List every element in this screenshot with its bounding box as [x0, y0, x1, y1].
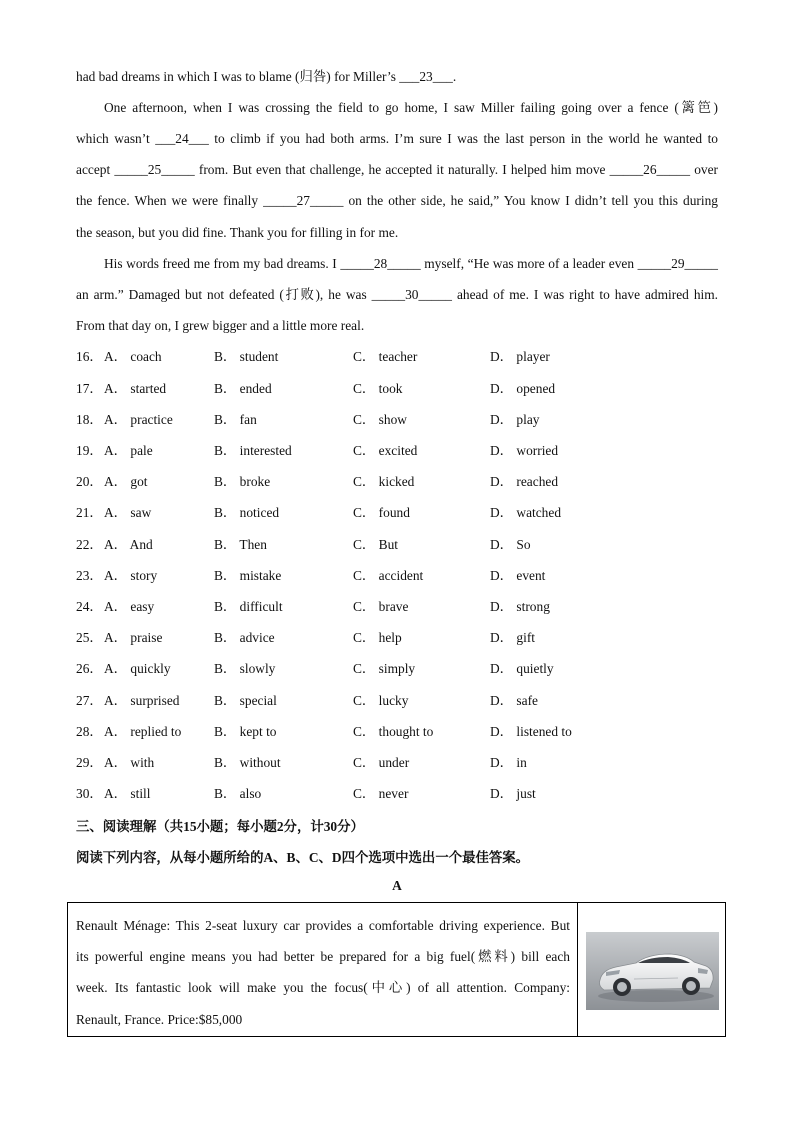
option-c: C． lucky [353, 693, 409, 708]
option-d: D． play [490, 412, 540, 427]
passage-line: an arm.” Damaged but not defeated (打败), he was _____30_____ ahead of me. I was right to have admired him. [76, 287, 718, 302]
passage-line: From that day on, I grew bigger and a little more real. [76, 318, 365, 333]
option-b: B． interested [214, 443, 292, 458]
ad-text-line: Renault Ménage: This 2-seat luxury car provides a comfortable driving experience. But [76, 918, 570, 933]
option-d: D． quietly [490, 661, 554, 676]
option-b: B． kept to [214, 724, 277, 739]
car-photo-icon [586, 932, 719, 1010]
option-d: D． event [490, 568, 546, 583]
option-c: C． under [353, 755, 410, 770]
option-b: B． student [214, 349, 279, 364]
option-row [76, 411, 736, 429]
option-row [76, 536, 736, 554]
option-row [76, 692, 736, 710]
option-a: A． still [104, 786, 151, 801]
option-row [76, 598, 736, 616]
option-row [76, 567, 736, 585]
section-title: 三、阅读理解（共15小题；每小题2分，计30分） [76, 819, 364, 834]
option-b: B． special [214, 693, 277, 708]
option-c: C． teacher [353, 349, 418, 364]
question-number: 28． [76, 724, 103, 739]
option-a: A． quickly [104, 661, 171, 676]
question-number: 24． [76, 599, 103, 614]
passage-line: the fence. When we were finally _____27_____ on the other side, he said,” You know I didn’t tell you this during [76, 193, 718, 208]
option-a: A． saw [104, 505, 152, 520]
option-row [76, 754, 736, 772]
option-d: D． in [490, 755, 527, 770]
question-number: 26． [76, 661, 103, 676]
option-b: B． mistake [214, 568, 282, 583]
question-number: 25． [76, 630, 103, 645]
option-c: C． never [353, 786, 409, 801]
option-d: D． reached [490, 474, 559, 489]
option-d: D． opened [490, 381, 556, 396]
option-c: C． kicked [353, 474, 415, 489]
option-a: A． easy [104, 599, 155, 614]
passage-line: One afternoon, when I was crossing the field to go home, I saw Miller failing going over a fence (篱笆) [104, 100, 718, 115]
passage-line: which wasn’t ___24___ to climb if you had both arms. I’m sure I was the last person in the world he wanted to [76, 131, 718, 146]
question-number: 19． [76, 443, 103, 458]
section-instruction: 阅读下列内容，从每小题所给的A、B、C、D四个选项中选出一个最佳答案。 [76, 850, 530, 865]
option-row [76, 380, 736, 398]
option-c: C． show [353, 412, 407, 427]
option-b: B． noticed [214, 505, 280, 520]
ad-text-line: week. Its fantastic look will make you the focus(中心) of all attention. Company: [76, 980, 570, 995]
ad-text-line: Renault, France. Price:$85,000 [76, 1012, 243, 1027]
option-b: B． fan [214, 412, 257, 427]
option-a: A． pale [104, 443, 153, 458]
question-number: 29． [76, 755, 103, 770]
question-number: 20． [76, 474, 103, 489]
option-b: B． also [214, 786, 262, 801]
table-divider [577, 903, 578, 1036]
question-number: 23． [76, 568, 103, 583]
option-b: B． broke [214, 474, 271, 489]
option-d: D． gift [490, 630, 536, 645]
option-c: C． excited [353, 443, 418, 458]
option-a: A． praise [104, 630, 163, 645]
question-number: 18． [76, 412, 103, 427]
option-c: C． brave [353, 599, 409, 614]
option-c: C． accident [353, 568, 424, 583]
option-b: B． slowly [214, 661, 276, 676]
option-a: A． And [104, 537, 153, 552]
option-a: A． practice [104, 412, 173, 427]
question-number: 30． [76, 786, 103, 801]
option-a: A． started [104, 381, 167, 396]
option-c: C． thought to [353, 724, 434, 739]
option-c: C． took [353, 381, 403, 396]
option-b: B． without [214, 755, 281, 770]
ad-table [67, 902, 726, 1037]
passage-line: the season, but you did fine. Thank you for filling in for me. [76, 225, 399, 240]
option-row [76, 629, 736, 647]
option-row [76, 660, 736, 678]
passage-line: had bad dreams in which I was to blame (归咎) for Miller’s ___23___. [76, 69, 457, 84]
option-d: D． just [490, 786, 536, 801]
part-label: A [392, 878, 402, 893]
option-d: D． strong [490, 599, 550, 614]
option-a: A． surprised [104, 693, 180, 708]
question-number: 22． [76, 537, 103, 552]
option-row [76, 473, 736, 491]
option-a: A． replied to [104, 724, 182, 739]
option-b: B． ended [214, 381, 272, 396]
option-c: C． But [353, 537, 399, 552]
option-d: D． watched [490, 505, 562, 520]
option-row [76, 723, 736, 741]
question-number: 27． [76, 693, 103, 708]
option-d: D． worried [490, 443, 559, 458]
option-row [76, 785, 736, 803]
option-b: B． Then [214, 537, 267, 552]
question-number: 21． [76, 505, 103, 520]
option-row [76, 442, 736, 460]
option-row [76, 348, 736, 366]
option-a: A． coach [104, 349, 162, 364]
option-d: D． player [490, 349, 550, 364]
passage-line: accept _____25_____ from. But even that challenge, he accepted it naturally. I helped him move _____26_____ over [76, 162, 718, 177]
option-c: C． simply [353, 661, 416, 676]
question-number: 17． [76, 381, 103, 396]
option-d: D． listened to [490, 724, 572, 739]
option-a: A． with [104, 755, 155, 770]
option-d: D． safe [490, 693, 538, 708]
option-a: A． story [104, 568, 158, 583]
question-number: 16． [76, 349, 103, 364]
ad-text-line: its powerful engine means you had better be prepared for a big fuel(燃料) bill each [76, 949, 570, 964]
option-c: C． help [353, 630, 402, 645]
option-b: B． advice [214, 630, 275, 645]
option-c: C． found [353, 505, 410, 520]
passage-line: His words freed me from my bad dreams. I _____28_____ myself, “He was more of a leader even _____29_____ [104, 256, 718, 271]
option-d: D． So [490, 537, 531, 552]
option-a: A． got [104, 474, 148, 489]
option-row [76, 504, 736, 522]
option-b: B． difficult [214, 599, 283, 614]
